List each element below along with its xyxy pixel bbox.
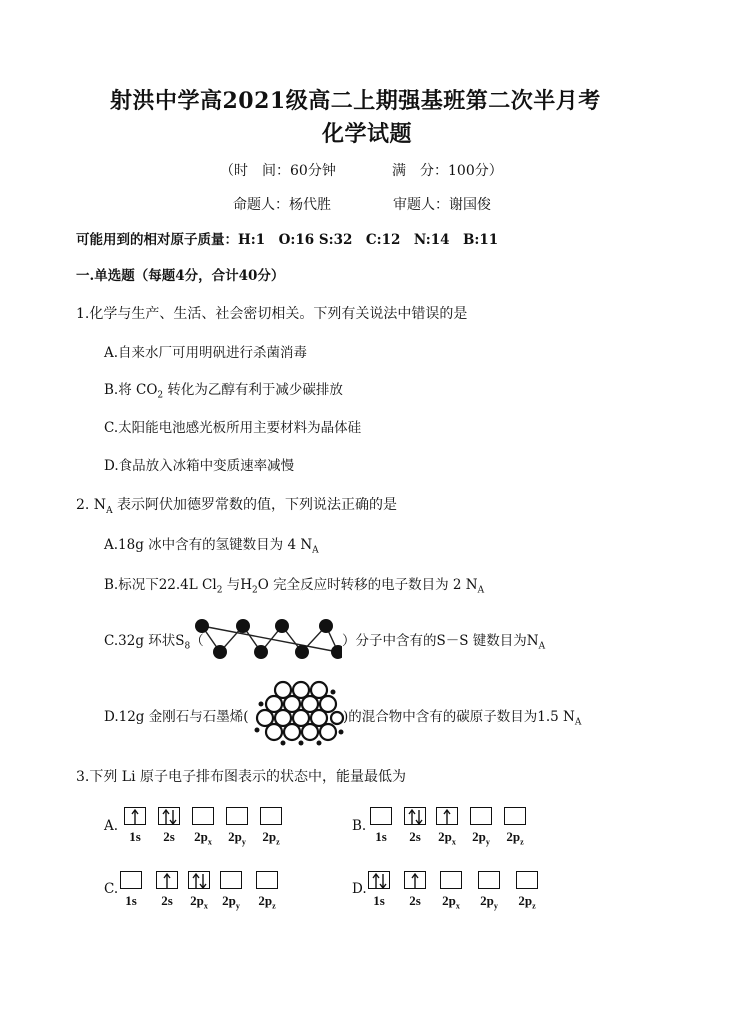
orbital-box [404,871,426,889]
paper-title-line1: 射洪中学高2021级高二上期强基班第二次半月考 [110,88,601,114]
orbital-box [124,807,146,825]
orbital-label: 1s [375,829,387,844]
q1-stem: 1.化学与生产、生活、社会密切相关。下列有关说法中错误的是 [76,306,468,322]
orbital-label: 2s [161,893,173,908]
q2-option-a: A.18g 冰中含有的氢键数目为 4 $N_A$ [104,537,319,556]
s8-atom [275,619,289,633]
graphene-diagram [253,680,345,750]
orbital-box [504,807,526,825]
orbital-box [158,807,180,825]
electron-arrow-icon [189,872,211,890]
q3-option-letter: B. [352,818,367,834]
electron-arrow-icon [159,808,181,826]
q2-option-b: B.标况下22.4L $Cl_2$ 与$H_2O$ 完全反应时转移的电子数目为 2 $N_A$ [104,577,485,596]
q3-stem: 3.下列 Li 原子电子排布图表示的状态中，能量最低为 [76,769,407,785]
orbital-label: 1s [373,893,385,908]
orbital-label: 1s [129,829,141,844]
q1-option-d: D.食品放入冰箱中变质速率减慢 [104,458,295,474]
q3-option-letter: A. [104,818,119,834]
q1-option-b: B.将 $CO_2$ 转化为乙醇有利于减少碳排放 [104,382,343,401]
orbital-label: $2p_y$ [480,893,498,911]
q2-option-c-prefix: C.32g 环状$S_8$（ [104,633,204,652]
q3-option-letter: D. [352,881,367,897]
orbital-label: $2p_x$ [190,893,208,911]
s8-atom [213,645,227,659]
orbital-box [260,807,282,825]
exam-score: 满 分：100分） [392,163,503,179]
orbital-label: 2s [409,893,421,908]
exam-reviewer: 审题人：谢国俊 [393,197,491,213]
section-heading: 一.单选题（每题4分，合计40分） [76,268,285,284]
orbital-box [478,871,500,889]
orbital-label: $2p_x$ [194,829,212,847]
orbital-label: $2p_y$ [222,893,240,911]
q1-option-c: C.太阳能电池感光板所用主要材料为晶体硅 [104,420,362,436]
electron-arrow-icon [157,872,179,890]
q2-option-d-suffix: )的混合物中含有的碳原子数目为1.5 $N_A$ [343,709,582,728]
s8-ring-diagram [192,614,342,660]
atomic-mass-note: 可能用到的相对原子质量：H:1 O:16 S:32 C:12 N:14 B:11 [76,232,499,248]
electron-arrow-icon [405,808,427,826]
orbital-box [256,871,278,889]
q2-stem: 2. $N_A$ 表示阿伏加德罗常数的值，下列说法正确的是 [76,497,398,516]
electron-arrow-icon [369,872,391,890]
orbital-label: $2p_z$ [518,893,536,911]
s8-atom [331,645,342,659]
orbital-box [226,807,248,825]
orbital-label: 2s [163,829,175,844]
orbital-label: $2p_y$ [472,829,490,847]
orbital-label: 1s [125,893,137,908]
orbital-box [470,807,492,825]
q3-option-letter: C. [104,881,119,897]
orbital-box [370,807,392,825]
orbital-box [188,871,210,889]
orbital-box [192,807,214,825]
q1-option-a: A.自来水厂可用明矾进行杀菌消毒 [104,345,308,361]
orbital-box [440,871,462,889]
orbital-box [436,807,458,825]
orbital-box [120,871,142,889]
electron-arrow-icon [405,872,427,890]
s8-atom [295,645,309,659]
orbital-box [404,807,426,825]
electron-arrow-icon [437,808,459,826]
orbital-box [220,871,242,889]
orbital-label: $2p_z$ [258,893,276,911]
exam-time: （时 间：60分钟 [220,163,336,179]
orbital-box [516,871,538,889]
s8-atom [319,619,333,633]
orbital-label: 2s [409,829,421,844]
orbital-label: $2p_y$ [228,829,246,847]
orbital-box [368,871,390,889]
electron-arrow-icon [125,808,147,826]
s8-atom [254,645,268,659]
orbital-label: $2p_x$ [442,893,460,911]
q2-option-d-prefix: D.12g 金刚石与石墨烯( [104,709,249,725]
s8-atom [236,619,250,633]
orbital-label: $2p_z$ [262,829,280,847]
exam-author: 命题人：杨代胜 [233,197,331,213]
q2-option-c-suffix: ）分子中含有的S－S 键数目为$N_A$ [342,633,546,652]
orbital-label: $2p_x$ [438,829,456,847]
orbital-box [156,871,178,889]
s8-atom [195,619,209,633]
paper-title-line2: 化学试题 [322,121,413,147]
orbital-label: $2p_z$ [506,829,524,847]
